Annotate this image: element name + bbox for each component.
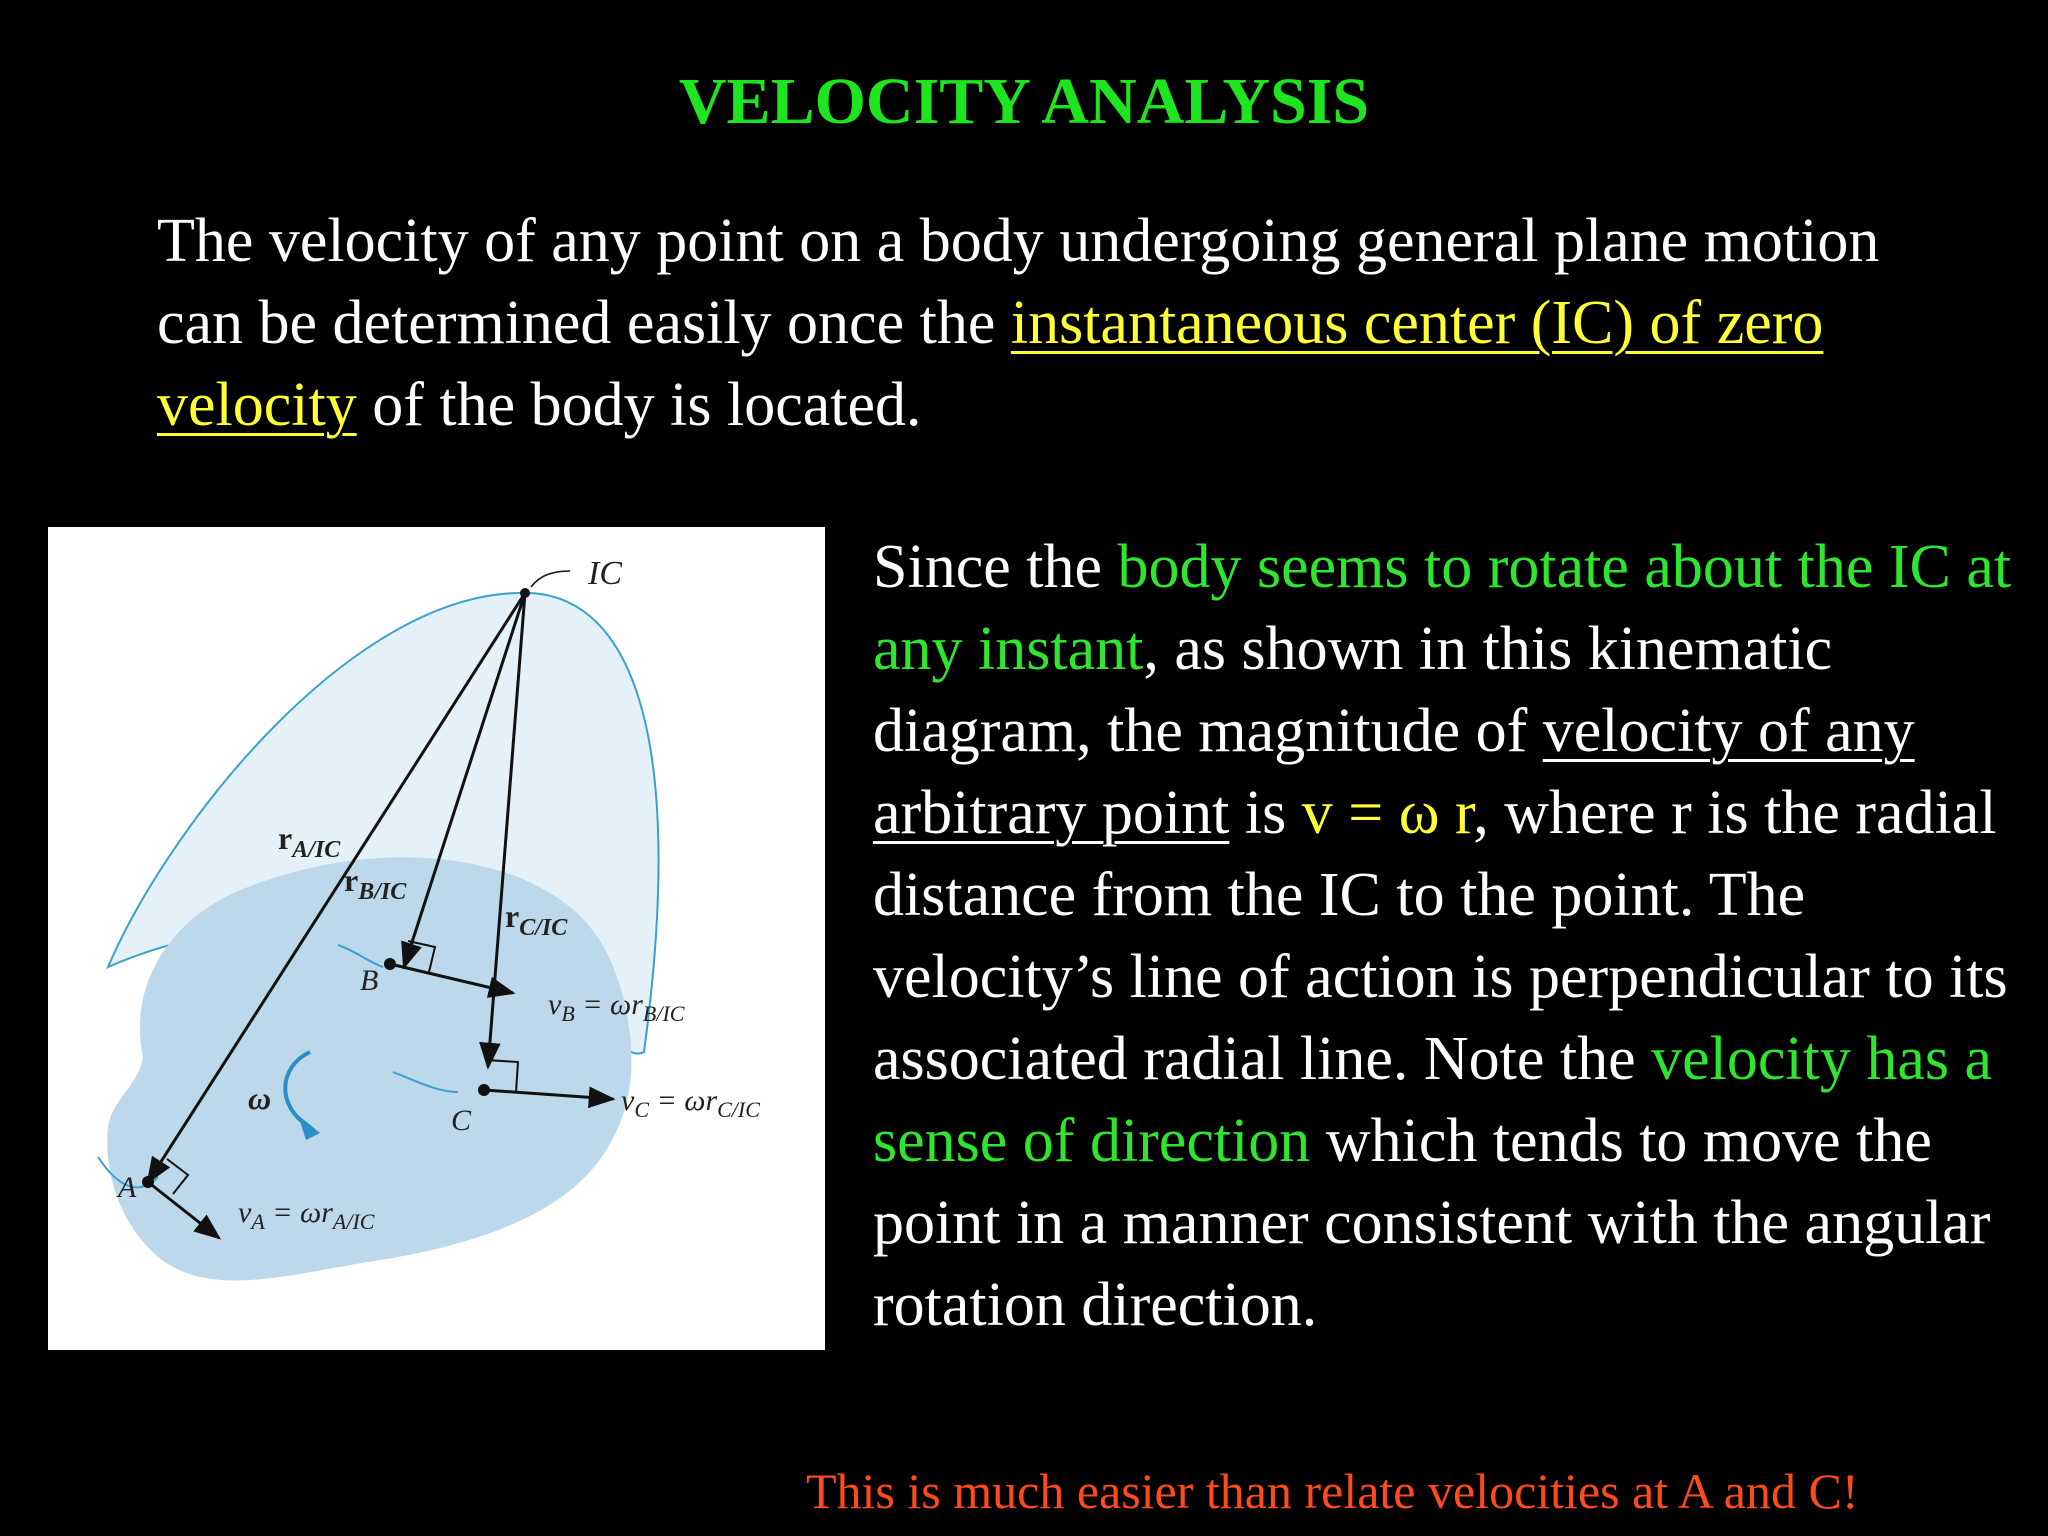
diagram-svg <box>48 527 825 1350</box>
point-ic-dot <box>520 588 530 598</box>
label-point-c: C <box>451 1104 472 1137</box>
label-r-b: $r_{B/IC}$ <box>344 862 407 905</box>
intro-text-1: The velocity of any point on a body undergoing general plane motion can be determined easily once the <box>157 207 1880 357</box>
label-vb: $v_B = \omega r_{B/IC}$ <box>548 988 685 1026</box>
explanation-paragraph <box>873 526 2033 1346</box>
intro-highlight: instantaneous center (IC) of zero velocity <box>157 289 1824 439</box>
intro-text-2: of the body is located. <box>356 371 922 439</box>
label-omega: ω <box>248 1080 272 1116</box>
label-point-a: A <box>118 1171 137 1204</box>
kinematic-diagram <box>48 527 825 1350</box>
explanation-text-1: Since the <box>873 533 1118 601</box>
label-vc: $v_C = \omega r_{C/IC}$ <box>621 1084 760 1122</box>
label-ic: IC <box>588 555 622 592</box>
explanation-green-sense: velocity has a sense of direction <box>873 1025 1993 1175</box>
explanation-green-rotate: body seems to rotate about the IC at any instant <box>873 533 2012 683</box>
point-c-dot <box>478 1084 490 1096</box>
label-point-b: B <box>360 964 379 997</box>
explanation-text-2: , as shown in this kinematic diagram, the magnitude of <box>873 615 1833 765</box>
explanation-text-3: is <box>1229 779 1302 847</box>
intro-paragraph <box>157 200 1977 446</box>
explanation-underline: velocity of any arbitrary point <box>873 697 1915 847</box>
footer-note: This is much easier than relate velocities at A and C! <box>806 1463 1859 1519</box>
point-b-dot <box>384 958 396 970</box>
label-r-c: $r_{C/IC}$ <box>505 898 568 941</box>
slide-title: VELOCITY ANALYSIS <box>678 65 1370 138</box>
ic-leader <box>531 571 570 587</box>
label-va: $v_A = \omega r_{A/IC}$ <box>238 1196 375 1234</box>
velocity-formula: v = ω r <box>1301 779 1474 847</box>
explanation-text-5: which tends to move the point in a manner consistent with the angular rotation direction. <box>873 1107 1991 1339</box>
label-r-a: $r_{A/IC}$ <box>278 820 341 863</box>
explanation-text-4: , where r is the radial distance from the IC to the point. The velocity’s line of action is perpendicular to its associated radial line. Note the <box>873 779 2008 1093</box>
point-a-dot <box>142 1176 154 1188</box>
